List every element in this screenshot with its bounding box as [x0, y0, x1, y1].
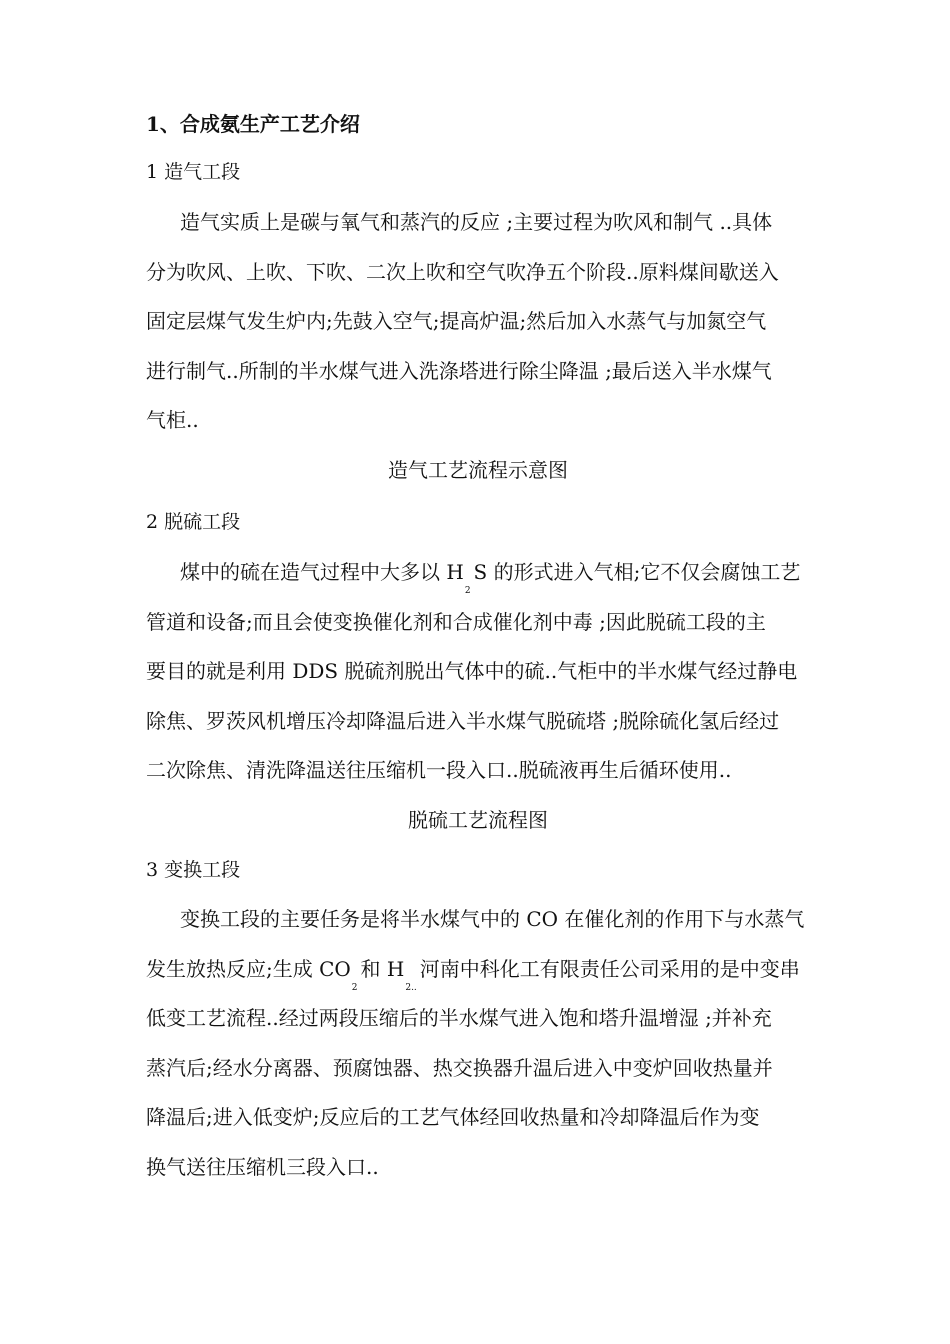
text-run: 和 H	[360, 956, 405, 981]
section-heading-desulfurization: 2 脱硫工段	[146, 511, 241, 533]
paragraph-line: 进行制气..所制的半水煤气进入洗涤塔进行除尘降温 ;最后送入半水煤气	[146, 358, 772, 383]
paragraph-line: 固定层煤气发生炉内;先鼓入空气;提高炉温;然后加入水蒸气与加氮空气	[146, 309, 767, 333]
paragraph-line: 蒸汽后;经水分离器、预腐蚀器、热交换器升温后进入中变炉回收热量并	[146, 1055, 773, 1080]
paragraph-desulfurization	[146, 548, 810, 796]
paragraph-line: 低变工艺流程..经过两段压缩后的半水煤气进入饱和塔升温增湿 ;并补充	[146, 1006, 772, 1030]
text-run: 煤中的硫在造气过程中大多以 H	[180, 560, 464, 584]
text-run: 发生放热反应;生成 CO	[146, 956, 351, 981]
paragraph-gas-making	[146, 198, 810, 446]
paragraph-line: 变换工段的主要任务是将半水煤气中的 CO 在催化剂的作用下与水蒸气	[180, 907, 805, 931]
section-heading-shift-conversion: 3 变换工段	[146, 859, 241, 881]
paragraph-line: 换气送往压缩机三段入口..	[146, 1154, 379, 1179]
section-heading-gas-making: 1 造气工段	[146, 161, 241, 183]
subscript: 2..	[405, 982, 417, 993]
document-title: 1、合成氨生产工艺介绍	[146, 112, 360, 136]
text-run: S 的形式进入气相;它不仅会腐蚀工艺	[473, 560, 801, 584]
text-run: 河南中科化工有限责任公司采用的是中变串	[419, 956, 800, 981]
figure-caption-desulfurization: 脱硫工艺流程图	[408, 808, 548, 832]
paragraph-line: 二次除焦、清洗降温送往压缩机一段入口..脱硫液再生后循环使用..	[146, 758, 732, 782]
paragraph-line: 造气实质上是碳与氧气和蒸汽的反应 ;主要过程为吹风和制气 ..具体	[180, 210, 773, 234]
paragraph-line: 气柜..	[146, 408, 199, 432]
paragraph-line	[146, 945, 810, 995]
subscript: 2	[351, 982, 358, 993]
paragraph-line	[146, 548, 810, 598]
subscript: 2	[464, 586, 471, 596]
paragraph-line: 要目的就是利用 DDS 脱硫剂脱出气体中的硫..气柜中的半水煤气经过静电	[146, 659, 798, 683]
paragraph-line: 除焦、罗茨风机增压冷却降温后进入半水煤气脱硫塔 ;脱除硫化氢后经过	[146, 708, 780, 733]
paragraph-line: 分为吹风、上吹、下吹、二次上吹和空气吹净五个阶段..原料煤间歇送入	[146, 259, 779, 284]
figure-caption-gas-making: 造气工艺流程示意图	[388, 458, 568, 482]
paragraph-line: 管道和设备;而且会使变换催化剂和合成催化剂中毒 ;因此脱硫工段的主	[146, 609, 766, 634]
paragraph-line: 降温后;进入低变炉;反应后的工艺气体经回收热量和冷却降温后作为变	[146, 1105, 760, 1129]
paragraph-shift-conversion	[146, 895, 810, 1192]
